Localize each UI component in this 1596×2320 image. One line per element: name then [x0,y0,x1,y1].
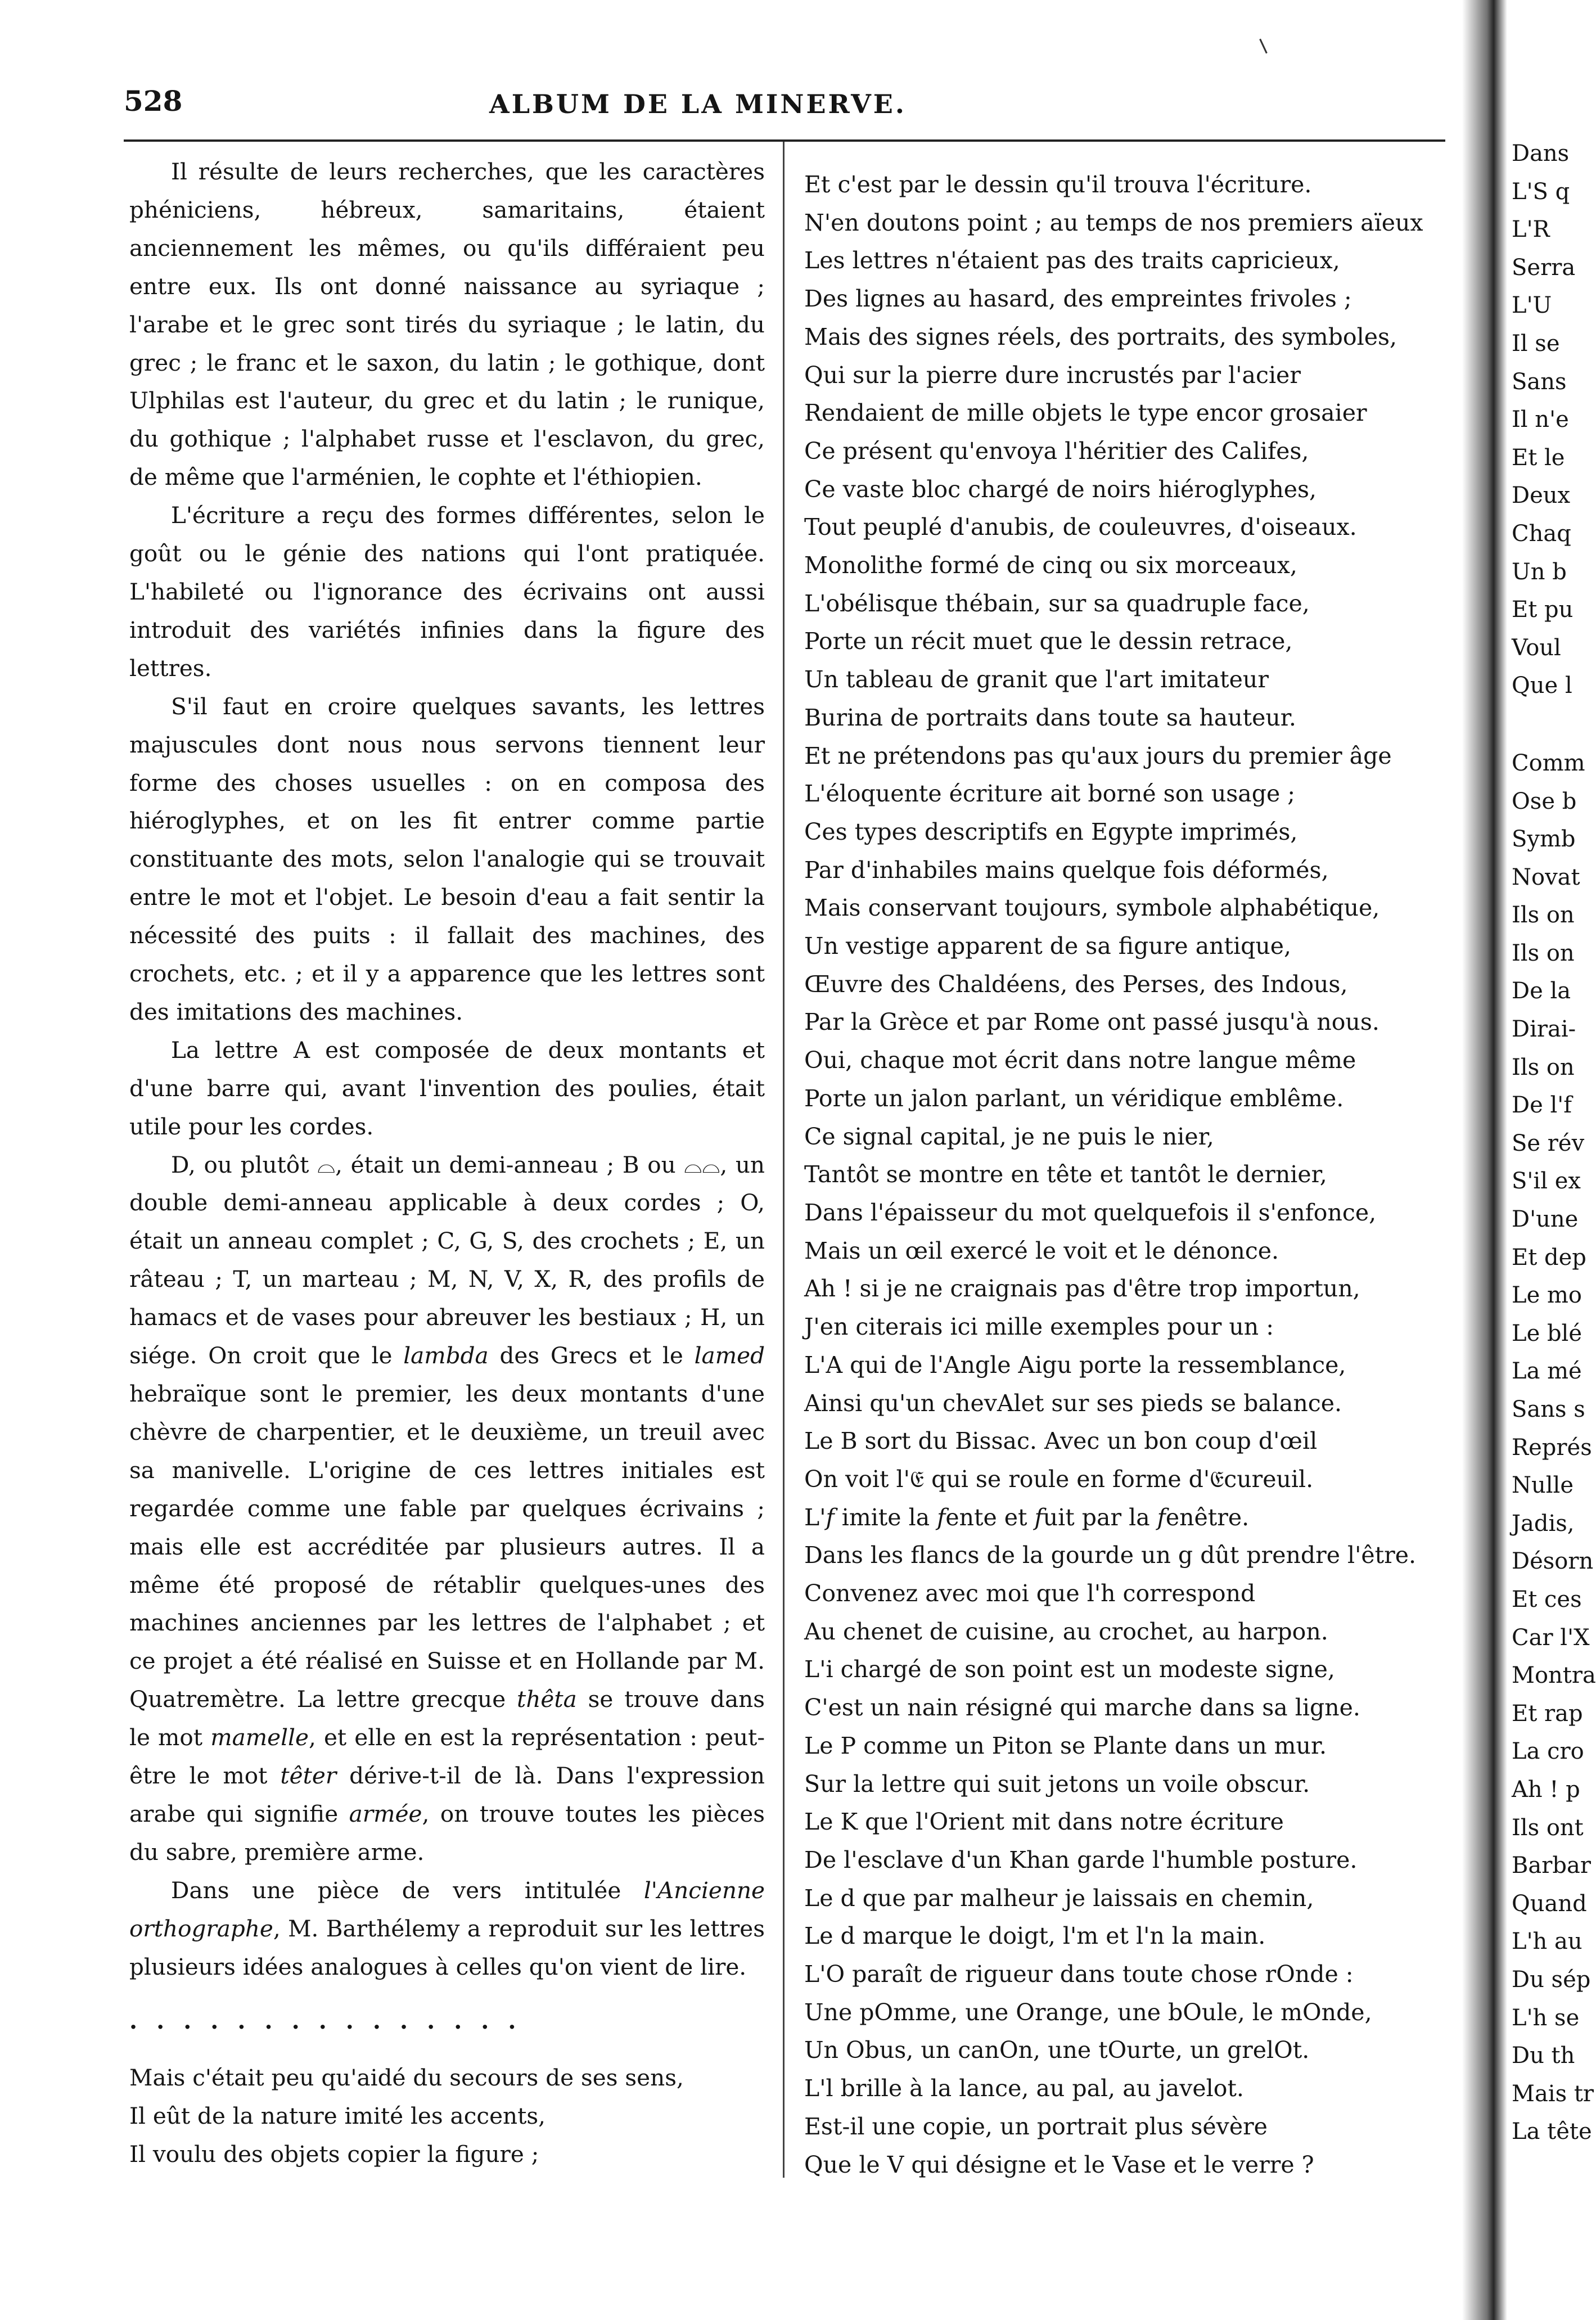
verse-line: La cro [1512,1738,1584,1765]
verse-line: L'A qui de l'Angle Aigu porte la ressemblance, [804,1351,1346,1379]
verse-line: Mais un œil exercé le voit et le dénonce. [804,1237,1279,1264]
paragraph-5 [129,1146,765,1872]
paragraph-6 [129,1872,765,1986]
verse-line: Et rap [1512,1700,1583,1727]
verse-line: Du sép [1512,1966,1591,1993]
stanza-gap [1512,705,1576,745]
verse-line: L'R [1512,217,1550,243]
verse-line: Qui sur la pierre dure incrustés par l'acier [804,361,1301,389]
verse-line: Un vestige apparent de sa figure antique, [804,932,1292,960]
verse-line: Porte un jalon parlant, un véridique emblême. [804,1084,1344,1112]
verse-line: Sans s [1512,1396,1585,1422]
page-edge-shadow [1462,0,1507,2320]
verse-line: Tantôt se montre en tête et tantôt le dernier, [804,1161,1327,1188]
verse-line: Un Obus, un canOn, une tOurte, un grelOt. [804,2037,1310,2064]
right-verses-bottom [1512,745,1596,2151]
verse-line: Novat [1512,864,1580,890]
text-run: dérive-t-il de là. Dans l'expression arabe qui signifie [129,1762,765,1827]
verse-line: S'il ex [1512,1168,1581,1195]
verse-line: La tête [1512,2119,1592,2145]
verse-line: Le mo [1512,1282,1582,1309]
verse-line: Car l'X [1512,1624,1590,1651]
verse-line: Ah ! p [1512,1776,1580,1803]
verse-line: Rendaient de mille objets le type encor grosaier [804,399,1367,427]
verse-line: Il voulu des objets copier la figure ; [129,2141,539,2168]
verse-line: Le blé [1512,1320,1583,1346]
text-run: hebraïque sont le premier, les deux montants d'une chèvre de charpentier, et le deuxième, un treuil avec sa manivelle. L'origine de ces lettres initiales est regardée comme une fable par quelques écrivains ; mais elle est accréditée par plusieurs autres. Il a même été proposé de rétablir quelques-unes des machines anciennes par les lettres de l'alphabet ; et ce projet a été réalisé en Suisse et en Hollande par M. Quatremètre. La lettre grecque [129,1380,765,1713]
verse-line: Ils ont [1512,1814,1584,1841]
verse-line: Et le [1512,444,1565,471]
ellipsis-separator: ............... [129,2007,535,2034]
verse-line: Convenez avec moi que l'h correspond [804,1580,1256,1607]
verse-line: Voul [1512,634,1561,661]
center-column [804,166,1451,2184]
verse-line: Au chenet de cuisine, au crochet, au harpon. [804,1618,1328,1645]
verse-line: Nulle [1512,1472,1574,1499]
verse-line: Se rév [1512,1130,1585,1156]
verse-line: L'𝑓 imite la 𝑓ente et 𝑓uit par la 𝑓enêtre. [804,1503,1250,1531]
verse-line: De la [1512,978,1571,1004]
header-rule [124,139,1445,142]
verse-line: Monolithe formé de cinq ou six morceaux, [804,552,1297,579]
verse-line: Ose b [1512,788,1577,814]
verse-line: Et c'est par le dessin qu'il trouva l'écriture. [804,171,1312,198]
verse-line: Serra [1512,254,1576,281]
verse-line: Que l [1512,673,1572,699]
verse-line: L'h au [1512,1929,1583,1955]
verse-line: Ce présent qu'envoya l'héritier des Califes, [804,437,1309,465]
verse-line: Le d marque le doigt, l'm et l'n la main. [804,1922,1266,1950]
verse-line: Mais tr [1512,2080,1594,2107]
paragraph-1: Il résulte de leurs recherches, que les caractères phéniciens, hébreux, samaritains, étaient anciennement les mêmes, ou qu'ils différaient peu entre eux. Ils ont donné naissance au syriaque ; l'arabe et le grec sont tirés du syriaque ; le latin, du grec ; le franc et le saxon, du latin ; le gothique, dont Ulphilas est l'auteur, du grec et du latin ; le runique, du gothique ; l'alphabet russe et l'esclavon, du grec, de même que l'arménien, le cophte et l'éthiopien. [129,158,765,491]
verse-line: Quand [1512,1890,1587,1917]
verse-line: Ils on [1512,940,1575,966]
poem-title: l'Ancienne orthographe [129,1876,765,1942]
ring-glyph: ⌓ [317,1151,336,1178]
verse-line: Ce vaste bloc chargé de noirs hiéroglyphes, [804,475,1317,503]
verse-line: Mais conservant toujours, symbole alphabétique, [804,894,1380,922]
verse-line: J'en citerais ici mille exemples pour un : [804,1313,1274,1341]
verse-line: Le B sort du Bissac. Avec un bon coup d'œil [804,1427,1318,1455]
verse-line: Sur la lettre qui suit jetons un voile obscur. [804,1770,1310,1798]
verse-line: Montra [1512,1663,1596,1689]
verse-line: Est-il une copie, un portrait plus sévère [804,2112,1268,2140]
text-run: , et elle en est la représentation : peut-être le mot [129,1724,765,1790]
verse-line: N'en doutons point ; au temps de nos premiers aïeux [804,209,1423,236]
verse-line: L'l brille à la lance, au pal, au javelot. [804,2075,1244,2102]
verse-line: Chaq [1512,520,1571,547]
verse-line: Le K que l'Orient mit dans notre écriture [804,1808,1284,1836]
verse-line: D'une [1512,1206,1579,1233]
verse-line: Comm [1512,750,1585,776]
italic-term: lambda [403,1342,489,1370]
italic-term: têter [280,1762,337,1790]
verse-line: Des lignes au hasard, des empreintes frivoles ; [804,285,1352,313]
text-run: , un double demi-anneau applicable à deux cordes ; O, était un anneau complet ; C, G, S, des crochets ; E, un râteau ; T, un marteau ; M, N, V, X, R, des profils de hamacs et de vases pour abreuver les bestiaux ; H, un siége. On croit que le [129,1151,765,1370]
verse-line: La mé [1512,1358,1582,1385]
double-ring-glyph: ⌓⌓ [684,1151,720,1178]
verse-line: Barbar [1512,1853,1591,1879]
verse-line: Burina de portraits dans toute sa hauteur. [804,704,1296,731]
verse-line: L'h se [1512,2004,1580,2031]
verse-line: L'éloquente écriture ait borné son usage ; [804,780,1296,808]
text-run: se trouve dans le mot [129,1686,765,1751]
verse-line: Œuvre des Chaldéens, des Perses, des Indous, [804,970,1348,998]
page-number: 528 [124,84,183,118]
verse-line: Porte un récit muet que le dessin retrace, [804,628,1293,655]
verse-line: Que le V qui désigne et le Vase et le verre ? [804,2151,1314,2178]
text-run: D, ou plutôt [171,1151,318,1178]
text-run: Dans une pièce de vers intitulée [171,1876,644,1904]
verse-line: Par la Grèce et par Rome ont passé jusqu'à nous. [804,1008,1379,1036]
verse-line: Et dep [1512,1244,1586,1271]
verse-line: Deux [1512,483,1571,509]
verse-line: Ces types descriptifs en Egypte imprimés, [804,818,1298,845]
right-verses-top [1512,135,1576,705]
paragraph-2: L'écriture a reçu des formes différentes, selon le goût ou le génie des nations qui l'ont pratiquée. L'habileté ou l'ignorance des écrivains ont aussi introduit des variétés infinies dans la figure des lettres. [129,502,765,682]
verse-line: Symb [1512,826,1576,853]
verse-line: De l'esclave d'un Khan garde l'humble posture. [804,1846,1358,1873]
italic-term: thêta [517,1686,577,1713]
verse-line: Mais des signes réels, des portraits, des symboles, [804,323,1397,350]
paragraph-3: S'il faut en croire quelques savants, les lettres majuscules dont nous nous servons tiennent leur forme des choses usuelles : on en composa des hiéroglyphes, et on les fit entrer comme partie constituante des mots, selon l'analogie qui se trouvait entre le mot et l'objet. Le besoin d'eau a fait sentir la nécessité des puits : il fallait des machines, des crochets, etc. ; et il y a apparence que les lettres sont des imitations des machines. [129,692,765,1025]
running-head: ALBUM DE LA MINERVE. [489,89,907,119]
verse-line: De l'f [1512,1092,1572,1119]
text-run: , était un demi-anneau ; B ou [335,1151,684,1178]
verse-line: Une pOmme, une Orange, une bOule, le mOnde, [804,1998,1372,2026]
verse-line: C'est un nain résigné qui marche dans sa ligne. [804,1694,1360,1722]
verse-line: L'S q [1512,178,1570,205]
verse-line: Du th [1512,2043,1575,2069]
verse-line: Un b [1512,558,1567,585]
left-column [129,153,765,2174]
verse-line: Les lettres n'étaient pas des traits capricieux, [804,247,1340,274]
verse-line: Ils on [1512,1054,1575,1080]
verse-line: Désorn [1512,1548,1594,1575]
verse-line: Ainsi qu'un chevAlet sur ses pieds se balance. [804,1389,1342,1417]
verse-line: Le P comme un Piton se Plante dans un mur. [804,1732,1327,1759]
verse-line: Dirai- [1512,1016,1576,1043]
verse-line: L'obélisque thébain, sur sa quadruple face, [804,589,1310,617]
ink-mark [1259,39,1268,54]
verse-line: Dans les flancs de la gourde un g dût prendre l'être. [804,1542,1417,1569]
verse-line: Dans [1512,141,1570,166]
text-run: , on trouve toutes les pièces du sabre, première arme. [129,1800,765,1866]
verse-line: Ce signal capital, je ne puis le nier, [804,1123,1214,1150]
verse-line: Mais c'était peu qu'aidé du secours de ses sens, [129,2064,684,2092]
verse-line: Il n'e [1512,407,1569,433]
verse-line: L'O paraît de rigueur dans toute chose rOnde : [804,1961,1354,1988]
column-divider [783,142,785,2178]
verse-line: Et ces [1512,1586,1582,1612]
verse-line: L'i chargé de son point est un modeste signe, [804,1656,1335,1683]
verse-line: Représ [1512,1434,1592,1461]
text-run: , M. Barthélemy a reproduit sur les lettres plusieurs idées analogues à celles qu'on vient de lire. [129,1914,765,1980]
verse-line: Oui, chaque mot écrit dans notre langue même [804,1047,1356,1074]
verse-line: Et pu [1512,597,1574,623]
verse-line: Sans [1512,368,1567,395]
text-run: des Grecs et le [488,1342,695,1370]
verse-line: Le d que par malheur je laissais en chemin, [804,1884,1314,1912]
verse-line: On voit l'𝔈 qui se roule en forme d'𝔈cureuil. [804,1465,1314,1493]
verse-line: L'U [1512,292,1552,319]
verse-line: Il se [1512,330,1560,357]
paragraph-4: La lettre A est composée de deux montants et d'une barre qui, avant l'invention des poulies, était utile pour les cordes. [129,1036,765,1140]
verse-line: Et ne prétendons pas qu'aux jours du premier âge [804,742,1392,769]
verse-line: Ils on [1512,902,1575,929]
right-column-fragment [1512,135,1596,2151]
verse-line: Un tableau de granit que l'art imitateur [804,666,1269,693]
verse-line: Par d'inhabiles mains quelque fois déformés, [804,856,1329,884]
verse-line: Jadis, [1512,1510,1575,1537]
italic-term: armée [349,1800,422,1827]
verse-line: Dans l'épaisseur du mot quelquefois il s'enfonce, [804,1199,1377,1226]
verse-line: Ah ! si je ne craignais pas d'être trop importun, [804,1275,1360,1303]
italic-term: lamed [694,1342,765,1370]
verse-line: Il eût de la nature imité les accents, [129,2102,546,2130]
verse-line: Tout peuplé d'anubis, de couleuvres, d'oiseaux. [804,513,1357,541]
italic-term: mamelle [210,1724,309,1751]
